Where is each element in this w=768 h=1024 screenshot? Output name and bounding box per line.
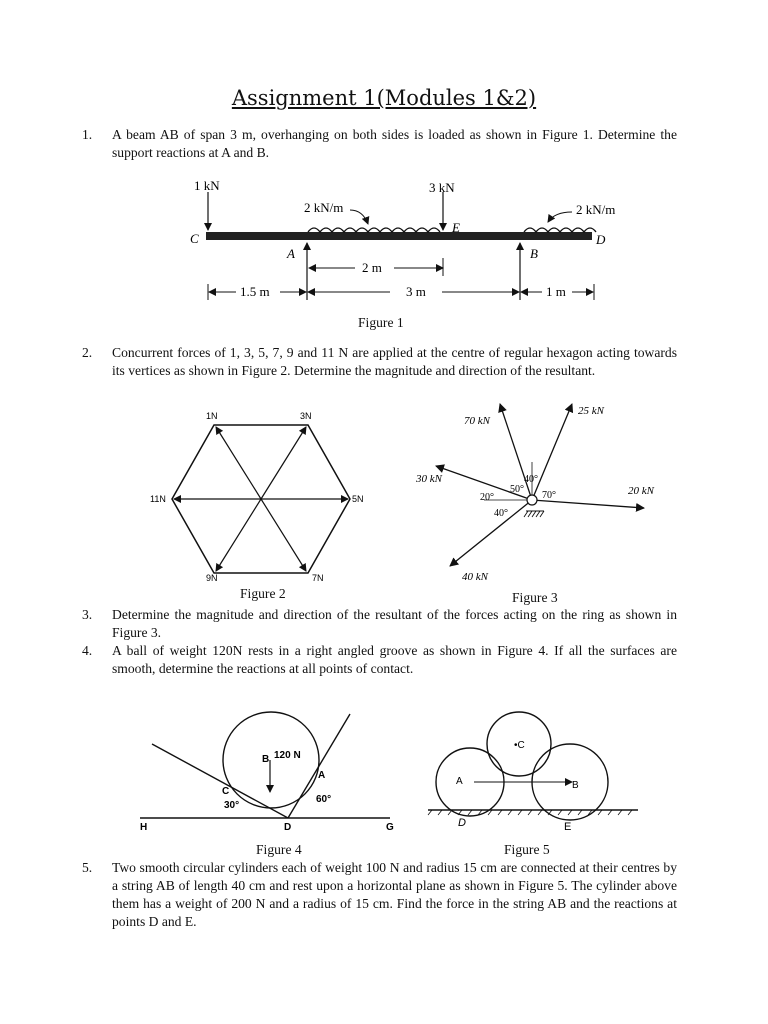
label-c: C — [222, 786, 230, 797]
point-a: A — [287, 246, 295, 261]
label-angle-30: 30° — [224, 800, 240, 811]
force-arrow-20kn — [532, 500, 644, 508]
question-4 — [82, 642, 677, 678]
udl-left-label: 2 kN/m — [304, 200, 344, 215]
label-angle-60: 60° — [316, 794, 332, 805]
label-g: G — [386, 822, 394, 833]
figure-3-ring — [410, 400, 670, 588]
point-e: E — [452, 220, 460, 235]
figure-4-groove — [140, 708, 410, 838]
point-c: C — [190, 231, 199, 246]
force-label-20kn: 20 kN — [628, 485, 654, 497]
force-arrow-40kn — [450, 500, 532, 566]
udl-right-leader — [548, 212, 572, 222]
force-arrow-1n — [216, 427, 261, 499]
question-2 — [82, 344, 677, 380]
question-5 — [82, 859, 677, 931]
label-a: A — [318, 770, 326, 781]
force-label-3n: 3N — [300, 411, 312, 421]
figure-5-caption: Figure 5 — [504, 842, 550, 857]
force-label-25kn: 25 kN — [578, 405, 604, 417]
udl-right-shape — [524, 228, 596, 232]
question-number: 1. — [82, 127, 93, 142]
question-text: Concurrent forces of 1, 3, 5, 7, 9 and 11 N are applied at the centre of regular hexagon acting towards its vertices as shown in Figure 2. Determine the magnitude and direction of the resultant. — [112, 345, 677, 378]
question-3 — [82, 606, 677, 642]
force-label-30kn: 30 kN — [416, 473, 442, 485]
label-weight: 120 N — [274, 750, 301, 761]
load-label-c: 1 kN — [194, 178, 220, 193]
label-b: B — [262, 754, 270, 765]
force-label-70kn: 70 kN — [464, 415, 490, 427]
question-text: Two smooth circular cylinders each of weight 100 N and radius 15 cm are connected at their centres by a string AB of length 40 cm and rest upon a horizontal plane as shown in Figure 5. The cylinder above them has a weight of 200 N and a radius of 15 cm. Find the force in the string AB and the reactions at points D and E. — [112, 860, 677, 929]
ring — [527, 495, 537, 505]
page-title: Assignment 1(Modules 1&2) — [231, 86, 537, 110]
question-text: Determine the magnitude and direction of the resultant of the forces acting on the ring as shown in Figure 3. — [112, 607, 677, 640]
label-c: •C — [514, 740, 525, 751]
label-d: D — [284, 822, 292, 833]
figure-4-caption: Figure 4 — [256, 842, 302, 857]
force-label-7n: 7N — [312, 573, 324, 583]
point-b: B — [530, 246, 538, 261]
figure-1-beam — [180, 172, 650, 314]
force-arrow-7n — [261, 499, 306, 571]
label-b: B — [572, 780, 579, 791]
question-number: 2. — [82, 345, 93, 360]
label-h: H — [140, 822, 148, 833]
label-d: D — [458, 817, 466, 829]
question-number: 3. — [82, 607, 93, 622]
angle-label-40: 40° — [494, 508, 508, 519]
ball — [223, 712, 319, 808]
figure-2-hexagon — [150, 405, 380, 587]
force-label-5n: 5N — [352, 494, 364, 504]
point-d: D — [596, 232, 606, 247]
figure-2-caption: Figure 2 — [240, 586, 286, 601]
label-a: A — [456, 776, 463, 787]
load-label-e: 3 kN — [429, 180, 455, 195]
figure-3-caption: Figure 3 — [512, 590, 558, 605]
force-label-40kn: 40 kN — [462, 571, 488, 583]
figure-5-cylinders — [424, 710, 644, 836]
force-label-1n: 1N — [206, 411, 218, 421]
angle-label-40-top: 40° — [524, 474, 538, 485]
angle-label-50: 50° — [510, 484, 524, 495]
question-1 — [82, 126, 677, 162]
force-arrow-25kn — [532, 404, 572, 500]
label-e: E — [564, 821, 572, 833]
force-arrow-9n — [216, 499, 261, 571]
udl-left-shape — [308, 228, 440, 232]
udl-right-label: 2 kN/m — [576, 202, 616, 217]
question-number: 4. — [82, 643, 93, 658]
force-label-11n: 11N — [150, 494, 166, 504]
force-label-9n: 9N — [206, 573, 218, 583]
question-text: A beam AB of span 3 m, overhanging on both sides is loaded as shown in Figure 1. Determine the support reactions at A and B. — [112, 127, 677, 160]
question-text: A ball of weight 120N rests in a right angled groove as shown in Figure 4. If all the surfaces are smooth, determine the reactions at all points of contact. — [112, 643, 677, 676]
dim-label-ab: 3 m — [406, 284, 426, 299]
dim-label-ca: 1.5 m — [240, 284, 270, 299]
figure-1-caption: Figure 1 — [358, 315, 404, 330]
dim-label-bd: 1 m — [546, 284, 566, 299]
udl-left-leader — [350, 210, 368, 224]
beam — [206, 232, 592, 240]
angle-label-70: 70° — [542, 490, 556, 501]
force-arrow-3n — [261, 427, 306, 499]
dim-label-ae: 2 m — [362, 260, 382, 275]
question-number: 5. — [82, 860, 93, 875]
support-hatch — [524, 511, 544, 517]
angle-label-20: 20° — [480, 492, 494, 503]
